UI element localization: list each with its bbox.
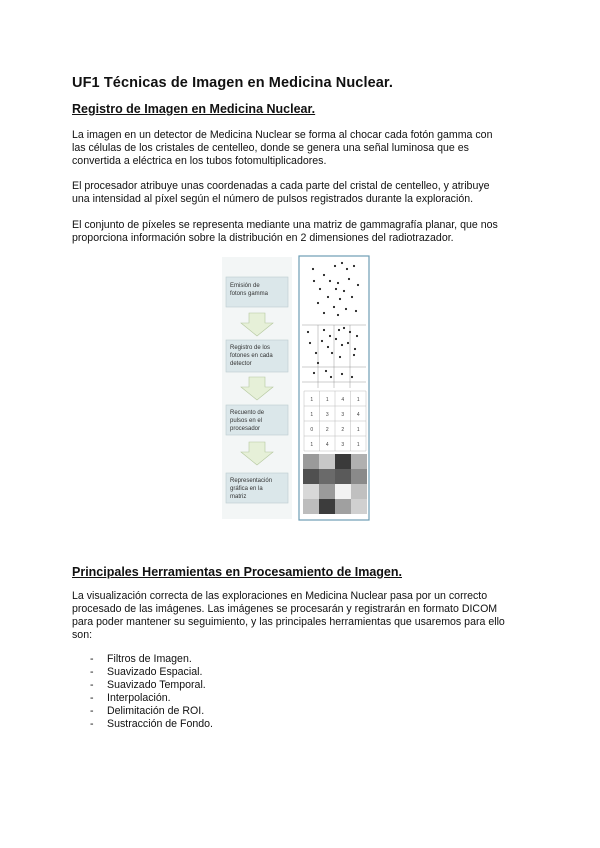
text-line: para poder mantener su seguimiento, y las principales herramientas que usaremos para ello	[72, 616, 505, 628]
count-cell: 1	[356, 442, 360, 448]
photon-dot	[327, 296, 329, 298]
text-line: las células de los cristales de centelleo, donde se genera una señal luminosa que es	[72, 142, 469, 154]
photon-dot	[313, 372, 315, 374]
list-item-text: Suavizado Espacial.	[107, 666, 203, 678]
count-cell: 3	[341, 412, 345, 418]
count-cell: 4	[325, 442, 329, 448]
tools-list	[72, 653, 213, 731]
count-cell: 4	[356, 412, 360, 418]
list-item-text: Filtros de Imagen.	[107, 653, 192, 665]
paragraph-formacion-imagen	[72, 129, 532, 168]
gray-pixel	[351, 469, 367, 484]
photon-dot	[335, 288, 337, 290]
gray-pixel	[319, 499, 335, 514]
photon-dot	[329, 280, 331, 282]
step-3-line-2: pulsos en el	[230, 418, 263, 424]
gray-pixel	[351, 454, 367, 469]
step-4-line-2: gráfica en la	[230, 486, 263, 492]
gray-pixel	[335, 484, 351, 499]
step-box-1	[226, 277, 288, 307]
photon-dot	[317, 302, 319, 304]
count-cell: 1	[310, 442, 314, 448]
photon-dot	[315, 352, 317, 354]
step-3-line-1: Recuento de	[230, 410, 265, 416]
count-cell: 3	[341, 442, 345, 448]
photon-dot	[343, 327, 345, 329]
count-cell: 1	[310, 412, 314, 418]
photon-dot	[312, 268, 314, 270]
count-cell: 1	[356, 427, 360, 433]
section-heading-herramientas: Principales Herramientas en Procesamiento de Imagen.	[72, 565, 402, 579]
step-2-line-1: Registro de los	[230, 345, 271, 351]
photon-dot	[317, 362, 319, 364]
photon-dot	[323, 329, 325, 331]
text-line: proporciona información sobre la distribución en 2 dimensiones del radiotrazador.	[72, 232, 454, 244]
step-1-line-1: Emisión de	[230, 283, 260, 289]
photon-dot	[341, 262, 343, 264]
step-4-line-1: Representación	[230, 478, 273, 484]
photon-dot	[333, 306, 335, 308]
photon-dot	[357, 284, 359, 286]
step-box-2	[226, 340, 288, 372]
photon-dot	[347, 342, 349, 344]
photon-dot	[356, 335, 358, 337]
text-line: una intensidad al píxel según el número de pulsos registrados durante la exploración.	[72, 193, 474, 205]
list-item: - Sustracción de Fondo.	[90, 718, 213, 730]
photon-dot	[321, 340, 323, 342]
gray-pixel	[319, 469, 335, 484]
gray-pixel	[335, 454, 351, 469]
count-cell: 2	[341, 427, 345, 433]
photon-dot	[339, 298, 341, 300]
photon-dot	[338, 329, 340, 331]
photon-dot	[341, 344, 343, 346]
photon-dot	[351, 376, 353, 378]
photon-dot	[307, 331, 309, 333]
photon-dot	[323, 274, 325, 276]
list-item: - Filtros de Imagen.	[90, 653, 192, 665]
photon-dot	[325, 370, 327, 372]
text-line: procesado de las imágenes. Las imágenes se procesarán y registrarán en formato DICOM	[72, 603, 498, 615]
gray-pixel	[319, 484, 335, 499]
text-line: El procesador atribuye unas coordenadas a cada parte del cristal de centelleo, y atribuye	[72, 180, 490, 192]
photon-dot	[354, 348, 356, 350]
photon-dot	[339, 356, 341, 358]
page-title: UF1 Técnicas de Imagen en Medicina Nuclear.	[72, 75, 393, 91]
gammagraphy-process-figure	[218, 253, 374, 521]
count-cell: 0	[310, 427, 314, 433]
count-cell: 2	[325, 427, 329, 433]
paragraph-procesado	[72, 590, 542, 642]
photon-dot	[335, 338, 337, 340]
step-1-line-2: fotons gamma	[230, 291, 269, 297]
list-item-text: Sustracción de Fondo.	[107, 718, 213, 730]
list-item: - Delimitación de ROI.	[90, 705, 205, 717]
step-2-line-2: fotones en cada	[230, 353, 273, 359]
grayscale-image-matrix	[303, 454, 367, 514]
text-line: El conjunto de píxeles se representa mediante una matriz de gammagrafía planar, que nos	[72, 219, 498, 231]
photon-dot	[327, 346, 329, 348]
gray-pixel	[335, 499, 351, 514]
photon-dot	[334, 265, 336, 267]
count-cell: 1	[356, 397, 360, 403]
photon-dot	[331, 352, 333, 354]
list-item-text: Interpolación.	[107, 692, 171, 704]
list-item-text: Delimitación de ROI.	[107, 705, 205, 717]
text-line: convertida a eléctrica en los tubos fotomultiplicadores.	[72, 155, 327, 167]
list-item: - Interpolación.	[90, 692, 171, 704]
photon-dot	[337, 282, 339, 284]
step-2-line-3: detector	[230, 361, 252, 367]
photon-dot	[319, 288, 321, 290]
paragraph-matriz	[72, 219, 532, 245]
text-line: La imagen en un detector de Medicina Nuclear se forma al chocar cada fotón gamma con	[72, 129, 493, 141]
count-cell: 1	[325, 397, 329, 403]
text-line: son:	[72, 629, 93, 641]
step-box-3	[226, 405, 288, 435]
list-item: - Suavizado Espacial.	[90, 666, 203, 678]
count-cell: 3	[325, 412, 329, 418]
photon-dot	[349, 331, 351, 333]
gray-pixel	[303, 469, 319, 484]
photon-dot	[329, 335, 331, 337]
gray-pixel	[303, 454, 319, 469]
list-item: - Suavizado Temporal.	[90, 679, 206, 691]
count-cell: 1	[310, 397, 314, 403]
gray-pixel	[351, 499, 367, 514]
step-3-line-3: procesador	[230, 426, 261, 432]
step-box-4	[226, 473, 288, 503]
photon-dot	[353, 265, 355, 267]
photon-dot	[348, 278, 350, 280]
list-item-text: Suavizado Temporal.	[107, 679, 206, 691]
photon-dot	[355, 310, 357, 312]
count-cell: 4	[341, 397, 345, 403]
section-heading-registro: Registro de Imagen en Medicina Nuclear.	[72, 102, 316, 116]
gray-pixel	[319, 454, 335, 469]
text-line: La visualización correcta de las exploraciones en Medicina Nuclear pasa por un correcto	[72, 590, 488, 602]
gray-pixel	[351, 484, 367, 499]
gray-pixel	[303, 484, 319, 499]
photon-dot	[343, 290, 345, 292]
paragraph-procesador	[72, 180, 532, 206]
photon-dot	[337, 314, 339, 316]
photon-dot	[353, 354, 355, 356]
photon-dot	[345, 308, 347, 310]
photon-dot	[323, 312, 325, 314]
photon-dot	[346, 268, 348, 270]
photon-dot	[309, 342, 311, 344]
photon-dot	[330, 376, 332, 378]
photon-dot	[341, 373, 343, 375]
step-4-line-3: matriz	[230, 494, 247, 500]
photon-dot	[351, 296, 353, 298]
gray-pixel	[303, 499, 319, 514]
gray-pixel	[335, 469, 351, 484]
photon-dot	[313, 280, 315, 282]
